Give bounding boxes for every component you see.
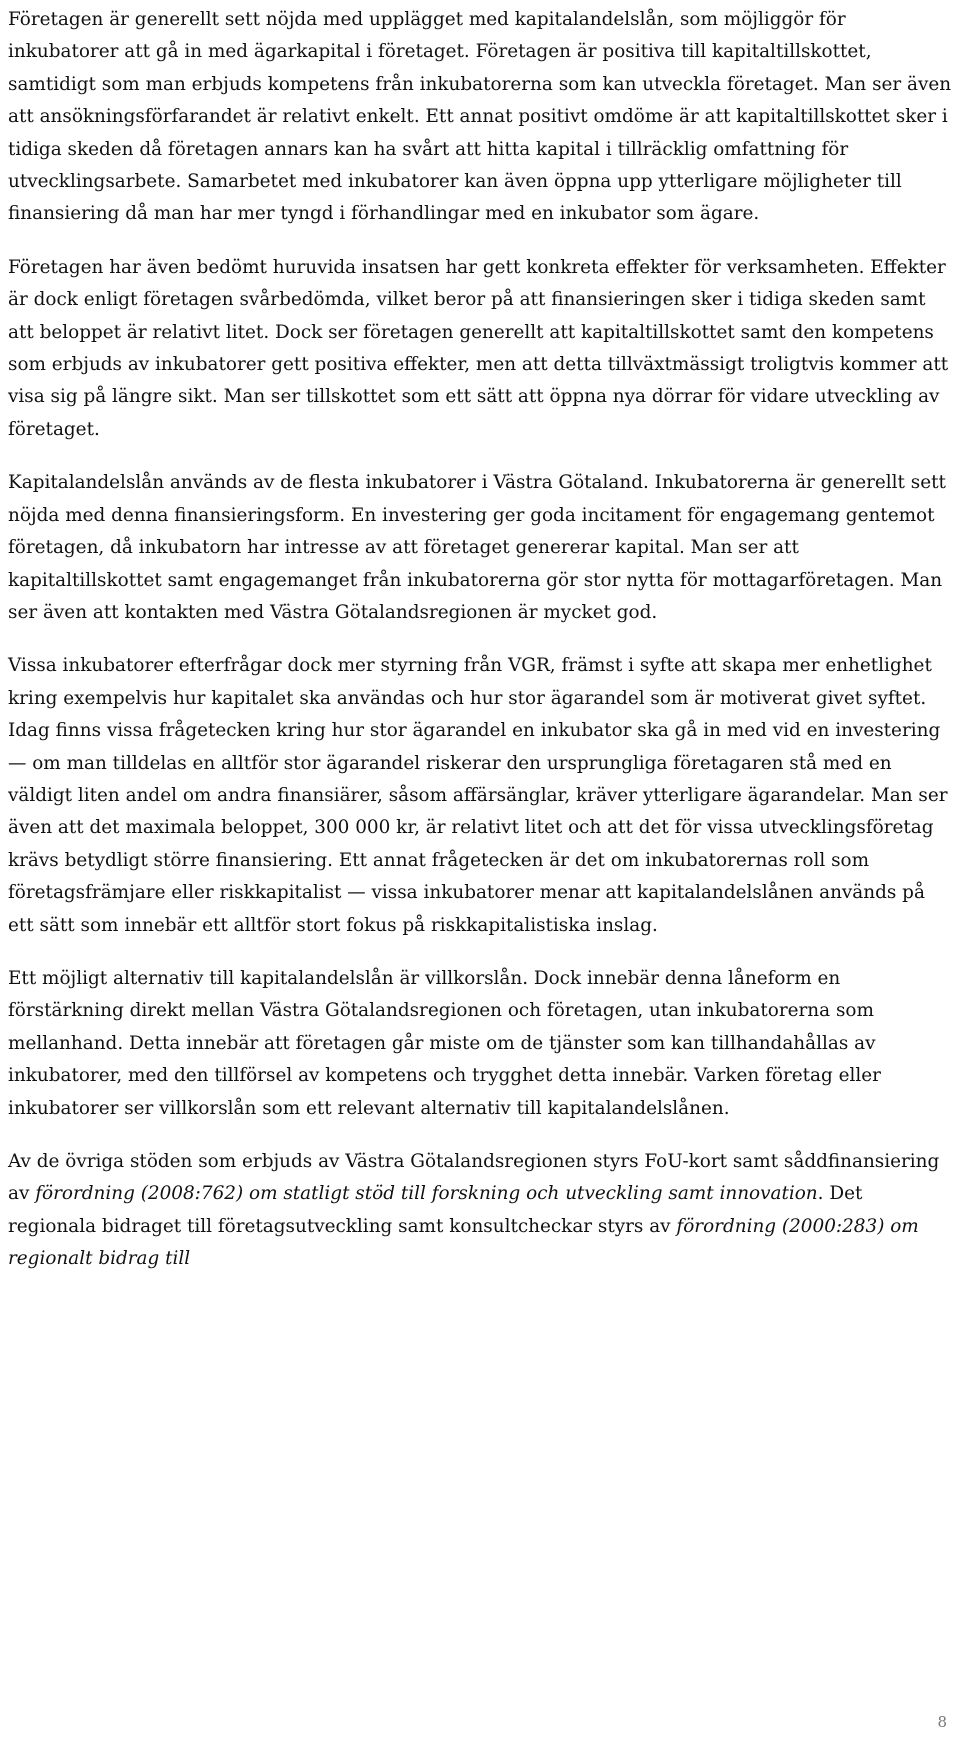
paragraph-3: Kapitalandelslån används av de flesta inkubatorer i Västra Götaland. Inkubatorerna är generellt sett nöjda med denna finansieringsform. En investering ger goda incitament för engagemang gentemot företagen, då inkubatorn har intresse av att företaget genererar kapital. Man ser att kapitaltillskottet samt engagemanget från inkubatorerna gör stor nytta för mottagarföretagen. Man ser även att kontakten med Västra Götalandsregionen är mycket god. [8, 472, 946, 623]
paragraph-1: Företagen är generellt sett nöjda med upplägget med kapitalandelslån, som möjliggör för inkubatorer att gå in med ägarkapital i företaget. Företagen är positiva till kapitaltillskottet, samtidigt som man erbjuds kompetens från inkubatorerna som kan utveckla företaget. Man ser även att ansökningsförfarandet är relativt enkelt. Ett annat positivt omdöme är att kapitaltillskottet sker i tidiga skeden då företagen annars kan ha svårt att hitta kapital i tillräcklig omfattning för utvecklingsarbete. Samarbetet med inkubatorer kan även öppna upp ytterligare möjligheter till finansiering då man har mer tyngd i förhandlingar med en inkubator som ägare. [8, 9, 952, 225]
paragraph-4: Vissa inkubatorer efterfrågar dock mer styrning från VGR, främst i syfte att skapa mer enhetlighet kring exempelvis hur kapitalet ska användas och hur stor ägarandel som är motiverat givet syftet. Idag finns vissa frågetecken kring hur stor ägarandel en inkubator ska gå in med vid en investering — om man tilldelas en alltför stor ägarandel riskerar den ursprungliga företagaren stå med en väldigt liten andel om andra finansiärer, såsom affärsänglar, kräver ytterligare ägarandelar. Man ser även att det maximala beloppet, 300 000 kr, är relativt litet och att det för vissa utvecklingsföretag krävs betydligt större finansiering. Ett annat frågetecken är det om inkubatorernas roll som företagsfrämjare eller riskkapitalist — vissa inkubatorer menar att kapitalandelslånen används på ett sätt som innebär ett alltför stort fokus på riskkapitalistiska inslag. [8, 655, 948, 936]
document-body [8, 4, 952, 1297]
page-number: 8 [937, 1713, 947, 1731]
paragraph-6-text-1: Av de övriga stöden som erbjuds av Västra Götalandsregionen styrs FoU-kort samt såddfinansiering av [8, 1151, 940, 1205]
paragraph-6 [8, 1146, 952, 1276]
paragraph-5: Ett möjligt alternativ till kapitalandelslån är villkorslån. Dock innebär denna låneform en förstärkning direkt mellan Västra Götalandsregionen och företagen, utan inkubatorerna som mellanhand. Detta innebär att företagen går miste om de tjänster som kan tillhandahållas av inkubatorer, med den tillförsel av kompetens och trygghet detta innebär. Varken företag eller inkubatorer ser villkorslån som ett relevant alternativ till kapitalandelslånen. [8, 967, 881, 1119]
paragraph-6-text-2: . Det regionala bidraget till företagsutveckling samt konsultcheckar styrs av [8, 1183, 863, 1237]
paragraph-2: Företagen har även bedömt huruvida insatsen har gett konkreta effekter för verksamheten. Effekter är dock enligt företagen svårbedömda, vilket beror på att finansieringen sker i tidiga skeden samt att beloppet är relativt litet. Dock ser företagen generellt att kapitaltillskottet samt den kompetens som erbjuds av inkubatorer gett positiva effekter, men att detta tillväxtmässigt troligtvis kommer att visa sig på längre sikt. Man ser tillskottet som ett sätt att öppna nya dörrar för vidare utveckling av företaget. [8, 256, 949, 440]
regulation-citation-2: förordning (2000:283) om regionalt bidrag till [8, 1215, 919, 1270]
regulation-citation-1: förordning (2008:762) om statligt stöd till forskning och utveckling samt innovation [35, 1183, 818, 1205]
